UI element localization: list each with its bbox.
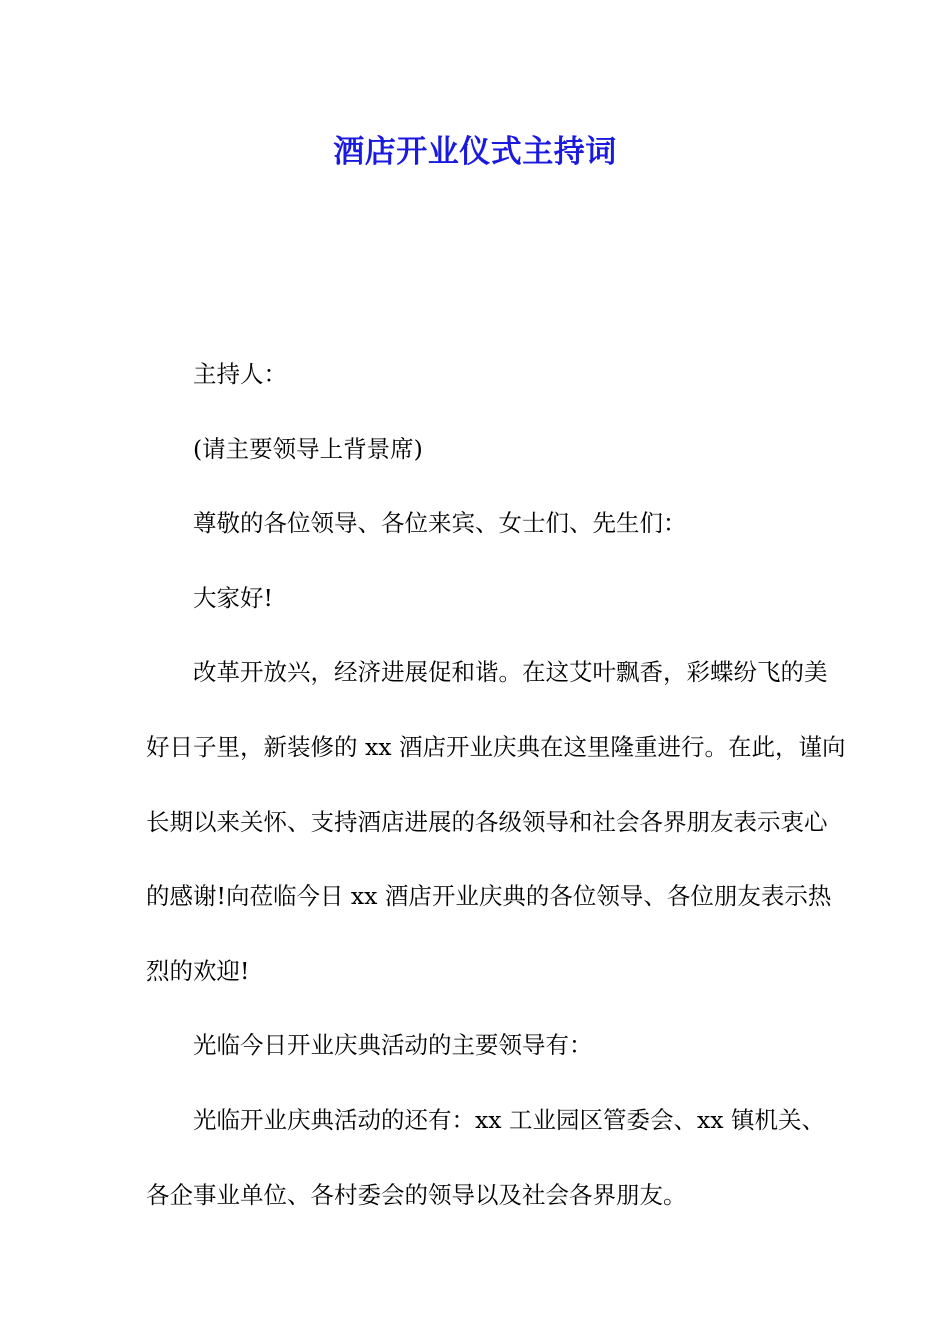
- paragraph-other-guests: 光临开业庆典活动的还有：xx 工业园区管委会、xx 镇机关、各企事业单位、各村委会的领导以及社会各界朋友。: [146, 1105, 825, 1209]
- paragraph-greeting: 大家好!: [193, 583, 273, 612]
- paragraph-host: 主持人：: [193, 360, 287, 388]
- document-title: 酒店开业仪式主持词: [333, 134, 617, 170]
- paragraph-main-leaders: 光临今日开业庆典活动的主要领导有：: [193, 1031, 593, 1060]
- paragraph-opening-remarks: 改革开放兴，经济进展促和谐。在这艾叶飘香，彩蝶纷飞的美好日子里，新装修的 xx 酒店开业庆典在这里隆重进行。在此，谨向长期以来关怀、支持酒店进展的各级领导和社会各界朋友表示衷心的感谢!向莅临今日 xx 酒店开业庆典的各位领导、各位朋友表示热烈的欢迎!: [146, 658, 846, 985]
- paragraph-salutation: 尊敬的各位领导、各位来宾、女士们、先生们：: [193, 509, 687, 538]
- document-body: [146, 337, 846, 1232]
- paragraph-stage-direction: (请主要领导上背景席): [193, 434, 423, 463]
